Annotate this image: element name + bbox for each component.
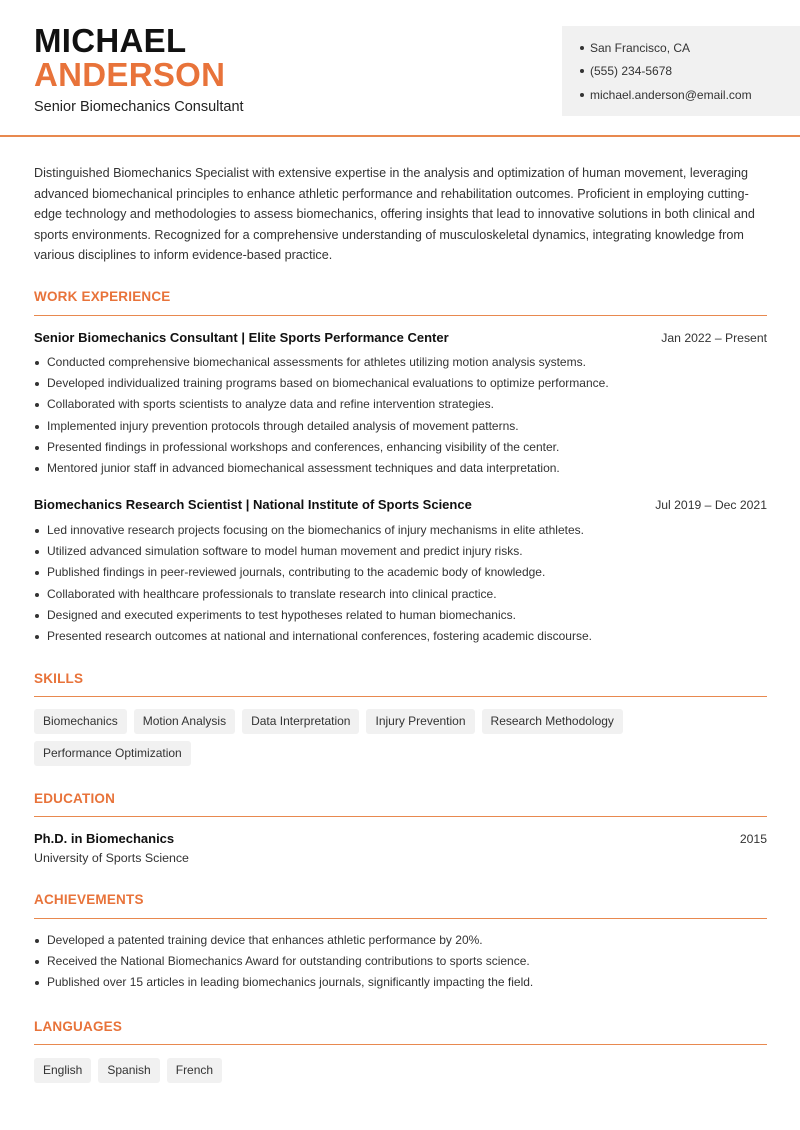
- list-item: Utilized advanced simulation software to model human movement and predict injury risks.: [34, 541, 767, 562]
- list-item: Implemented injury prevention protocols through detailed analysis of movement patterns.: [34, 416, 767, 437]
- list-item: Led innovative research projects focusing on the biomechanics of injury mechanisms in elite athletes.: [34, 520, 767, 541]
- language-tag: Spanish: [98, 1058, 159, 1083]
- skill-tag: Motion Analysis: [134, 709, 235, 734]
- list-item: Mentored junior staff in advanced biomechanical assessment techniques and data interpretation.: [34, 458, 767, 479]
- section-divider: [34, 918, 767, 919]
- list-item: Presented research outcomes at national and international conferences, fostering academic discourse.: [34, 626, 767, 647]
- contact-location: [580, 36, 800, 60]
- contact-location-text: San Francisco, CA: [590, 40, 691, 55]
- skill-tag: Research Methodology: [482, 709, 623, 734]
- list-item: Published over 15 articles in leading biomechanics journals, significantly impacting the field.: [34, 972, 767, 993]
- professional-summary: Distinguished Biomechanics Specialist with extensive expertise in the analysis and optimization of human movement, leveraging advanced biomechanical principles to enhance athletic performance and rehabilitation outcomes. Proficient in employing cutting-edge technology and methodologies to assess biomechanics, offering insights that lead to innovative solutions in both clinical and sports environments. Recognized for a comprehensive understanding of musculoskeletal dynamics, integrating knowledge from various disciplines to inform evidence-based practice.: [34, 166, 755, 262]
- job-dates: Jul 2019 – Dec 2021: [655, 498, 767, 512]
- job-bullets: [34, 520, 767, 647]
- job-header: [34, 330, 767, 345]
- resume-header: [0, 0, 800, 137]
- language-tag: English: [34, 1058, 91, 1083]
- achievements-list: [34, 930, 767, 994]
- first-name: MICHAEL: [34, 22, 187, 59]
- job-role: Senior Biomechanics Consultant | Elite Sports Performance Center: [34, 330, 449, 345]
- skill-tag: Performance Optimization: [34, 741, 191, 766]
- education-heading: EDUCATION: [34, 791, 116, 806]
- skill-tag: Biomechanics: [34, 709, 127, 734]
- list-item: Published findings in peer-reviewed journals, contributing to the academic body of knowledge.: [34, 562, 767, 583]
- school-name: University of Sports Science: [34, 851, 189, 865]
- contact-phone: [580, 60, 800, 84]
- bullet-icon: [580, 69, 584, 73]
- job-role: Biomechanics Research Scientist | National Institute of Sports Science: [34, 497, 472, 512]
- bullet-icon: [580, 93, 584, 97]
- achievements-heading: ACHIEVEMENTS: [34, 892, 144, 907]
- work-experience-heading: WORK EXPERIENCE: [34, 289, 171, 304]
- list-item: Developed individualized training programs based on biomechanical evaluations to optimize performance.: [34, 373, 767, 394]
- list-item: Received the National Biomechanics Award for outstanding contributions to sports science.: [34, 951, 767, 972]
- contact-email-text: michael.anderson@email.com: [590, 87, 752, 102]
- list-item: Designed and executed experiments to test hypotheses related to human biomechanics.: [34, 605, 767, 626]
- bullet-icon: [580, 46, 584, 50]
- list-item: Collaborated with sports scientists to analyze data and refine intervention strategies.: [34, 394, 767, 415]
- skill-tag: Data Interpretation: [242, 709, 359, 734]
- list-item: Collaborated with healthcare professionals to translate research into clinical practice.: [34, 584, 767, 605]
- contact-phone-text: (555) 234-5678: [590, 64, 673, 79]
- section-divider: [34, 816, 767, 817]
- graduation-year: 2015: [739, 832, 767, 846]
- last-name: ANDERSON: [34, 56, 226, 93]
- skills-list: [34, 709, 767, 766]
- contact-email: [580, 83, 800, 107]
- languages-heading: LANGUAGES: [34, 1019, 123, 1034]
- job-dates: Jan 2022 – Present: [661, 331, 767, 345]
- section-divider: [34, 696, 767, 697]
- list-item: Presented findings in professional workshops and conferences, enhancing visibility of the center.: [34, 437, 767, 458]
- skill-tag: Injury Prevention: [366, 709, 474, 734]
- languages-list: [34, 1058, 767, 1083]
- education-header: [34, 831, 767, 846]
- section-divider: [34, 315, 767, 316]
- job-title: Senior Biomechanics Consultant: [34, 99, 244, 115]
- language-tag: French: [167, 1058, 222, 1083]
- skills-heading: SKILLS: [34, 671, 84, 686]
- degree: Ph.D. in Biomechanics: [34, 831, 175, 846]
- section-divider: [34, 1044, 767, 1045]
- list-item: Conducted comprehensive biomechanical assessments for athletes utilizing motion analysis systems.: [34, 352, 767, 373]
- job-header: [34, 497, 767, 512]
- contact-box: [562, 26, 800, 116]
- job-bullets: [34, 352, 767, 479]
- list-item: Developed a patented training device that enhances athletic performance by 20%.: [34, 930, 767, 951]
